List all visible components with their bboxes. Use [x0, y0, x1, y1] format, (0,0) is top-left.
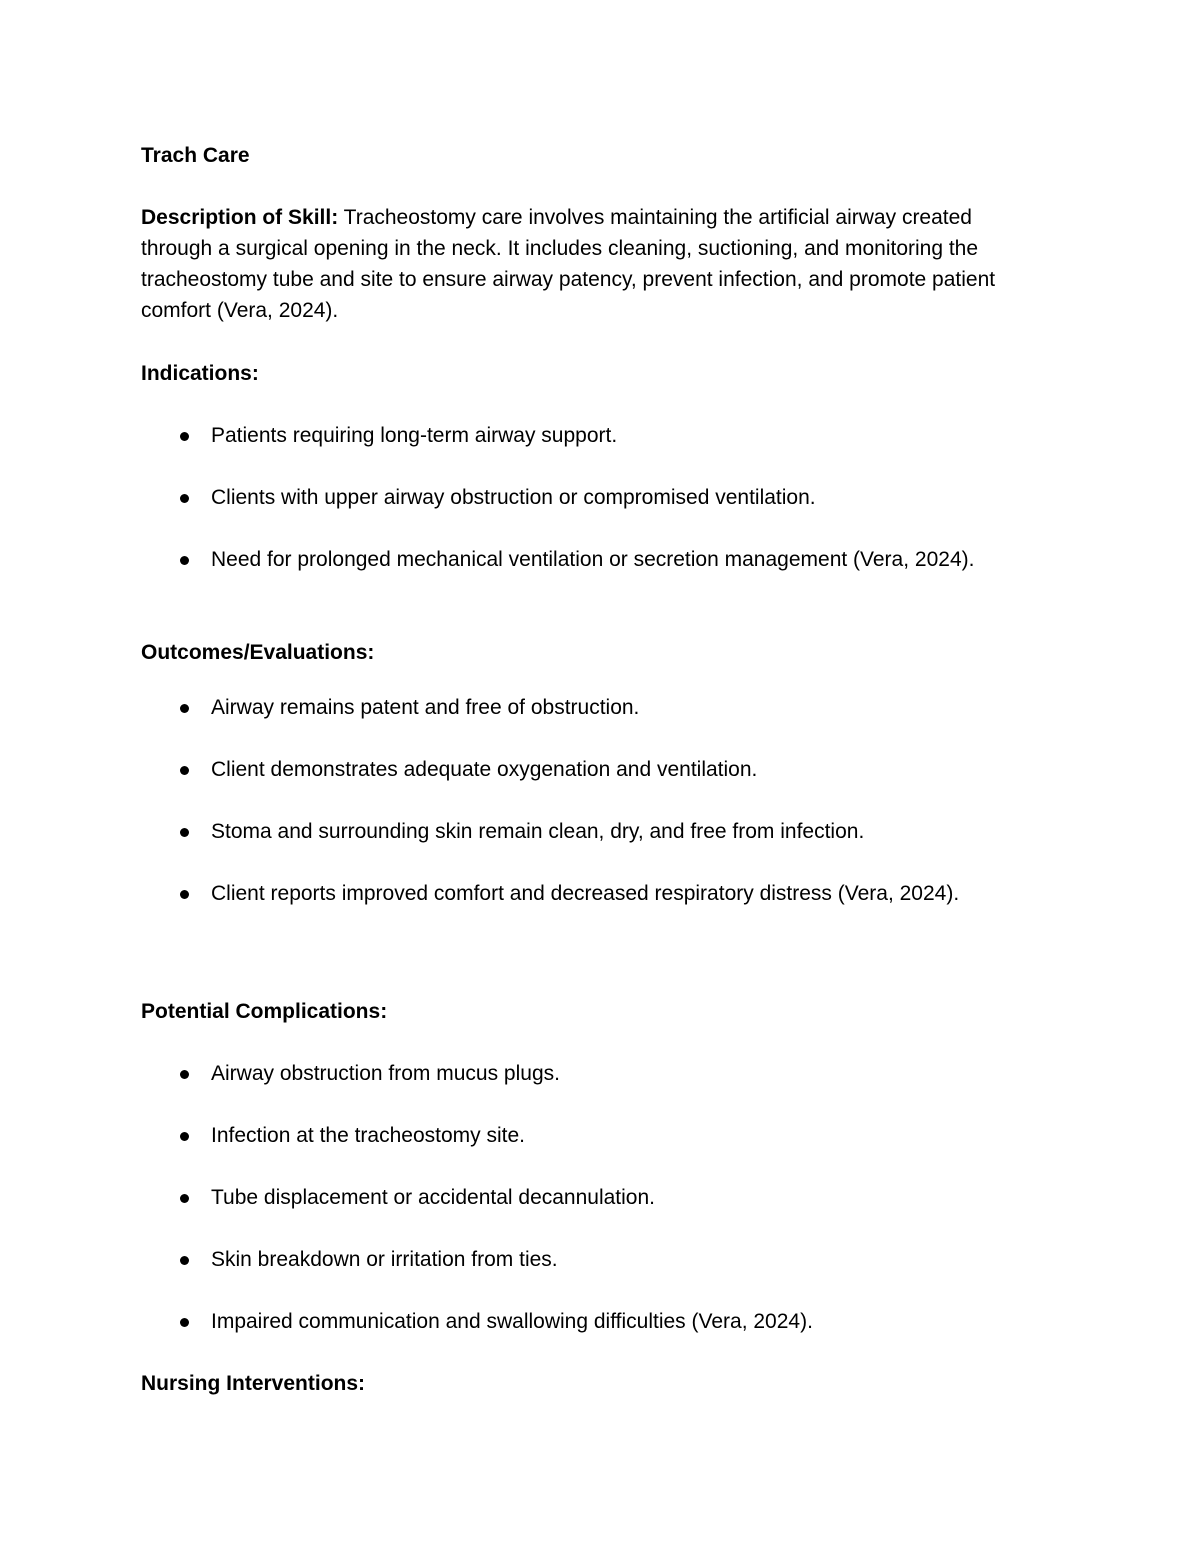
- list-item-text: Impaired communication and swallowing difficulties (Vera, 2024).: [211, 1310, 813, 1333]
- document-page: [141, 0, 1061, 1553]
- bullet-icon: [180, 432, 189, 441]
- list-item-text: Stoma and surrounding skin remain clean, dry, and free from infection.: [211, 820, 865, 843]
- list-item-text: Patients requiring long-term airway support.: [211, 424, 618, 447]
- bullet-icon: [180, 704, 189, 713]
- list-item-text: Clients with upper airway obstruction or compromised ventilation.: [211, 486, 816, 509]
- bullet-icon: [180, 556, 189, 565]
- list-item-text: Infection at the tracheostomy site.: [211, 1124, 525, 1147]
- list-item-text: Airway remains patent and free of obstruction.: [211, 696, 640, 719]
- list-item-text: Skin breakdown or irritation from ties.: [211, 1248, 558, 1271]
- list-item-text: Tube displacement or accidental decannulation.: [211, 1186, 656, 1209]
- description-paragraph: [141, 202, 1046, 326]
- bullet-icon: [180, 766, 189, 775]
- list-item-text: Airway obstruction from mucus plugs.: [211, 1062, 560, 1085]
- bullet-icon: [180, 890, 189, 899]
- document-title: Trach Care: [141, 144, 250, 167]
- description-text: Tracheostomy care involves maintaining the artificial airway created through a surgical opening in the neck. It includes cleaning, suctioning, and monitoring the tracheostomy tube and site to ensure airway patency, prevent infection, and promote patient comfort (Vera, 2024).: [141, 206, 996, 322]
- list-item-text: Client reports improved comfort and decreased respiratory distress (Vera, 2024).: [211, 882, 960, 905]
- complications-heading: Potential Complications:: [141, 1000, 388, 1023]
- bullet-icon: [180, 828, 189, 837]
- description-label: Description of Skill:: [141, 206, 339, 229]
- bullet-icon: [180, 1194, 189, 1203]
- list-item-text: Need for prolonged mechanical ventilation or secretion management (Vera, 2024).: [211, 548, 975, 571]
- bullet-icon: [180, 1132, 189, 1141]
- outcomes-heading: Outcomes/Evaluations:: [141, 641, 375, 664]
- bullet-icon: [180, 1070, 189, 1079]
- bullet-icon: [180, 1318, 189, 1327]
- bullet-icon: [180, 1256, 189, 1265]
- indications-heading: Indications:: [141, 362, 259, 385]
- list-item-text: Client demonstrates adequate oxygenation and ventilation.: [211, 758, 758, 781]
- interventions-heading: Nursing Interventions:: [141, 1372, 366, 1395]
- bullet-icon: [180, 494, 189, 503]
